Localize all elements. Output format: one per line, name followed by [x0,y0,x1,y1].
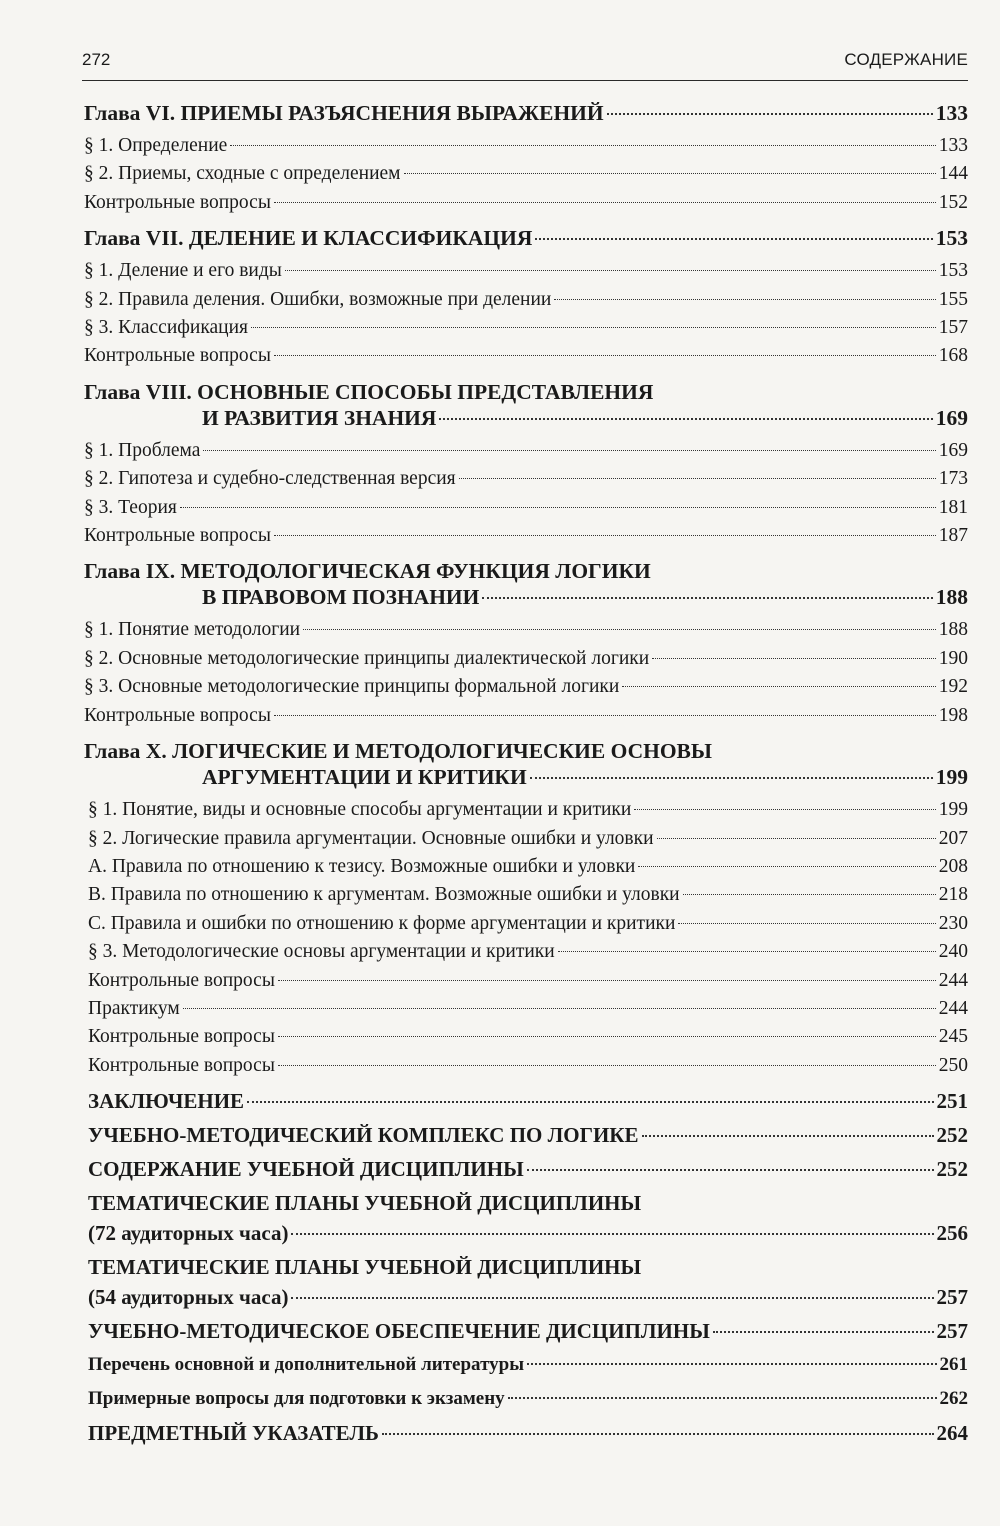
toc-entry-title: Глава X. ЛОГИЧЕСКИЕ И МЕТОДОЛОГИЧЕСКИЕ ОСНОВЫ [84,739,713,764]
dot-leader [527,1363,936,1365]
toc-entry-title: ТЕМАТИЧЕСКИЕ ПЛАНЫ УЧЕБНОЙ ДИСЦИПЛИНЫ [88,1255,642,1280]
toc-entry-page: 256 [936,1221,968,1246]
toc-entry-page: 218 [938,884,968,906]
toc-chapter-9-line2[interactable] [84,584,968,610]
toc-item[interactable] [84,1023,968,1051]
dot-leader [291,1297,933,1299]
toc-item[interactable] [84,796,968,824]
toc-entry-page: 168 [938,345,968,367]
toc-entry-page: 133 [938,135,968,156]
toc-methodical-complex[interactable] [84,1122,968,1148]
toc-entry-title: УЧЕБНО-МЕТОДИЧЕСКИЙ КОМПЛЕКС ПО ЛОГИКЕ [88,1123,639,1148]
toc-item[interactable] [84,1052,968,1080]
toc-entry-title: Глава VIII. ОСНОВНЫЕ СПОСОБЫ ПРЕДСТАВЛЕНИЯ [84,379,654,404]
toc-item[interactable] [84,132,968,160]
toc-item[interactable] [84,189,968,217]
toc-entry-page: 240 [938,941,968,963]
toc-entry-page: 152 [938,191,968,213]
toc-entry-page: 190 [938,647,968,669]
toc-entry-page: 264 [936,1421,968,1446]
toc-entry-title: § 1. Понятие методологии [84,619,301,641]
toc-entry-page: 155 [938,288,968,310]
toc-entry-title: А. Правила по отношению к тезису. Возможные ошибки и уловки [88,855,636,877]
dot-leader [285,270,936,271]
dot-leader [535,238,932,240]
toc-entry-page: 208 [938,855,968,877]
toc-chapter-6[interactable] [84,100,968,126]
toc-entry-title: § 2. Основные методологические принципы диалектической логики [84,647,650,669]
toc-chapter-7[interactable] [84,225,968,251]
toc-item[interactable] [84,853,968,881]
toc-entry-title: УЧЕБНО-МЕТОДИЧЕСКОЕ ОБЕСПЕЧЕНИЕ ДИСЦИПЛИНЫ [88,1319,710,1344]
toc-course-content[interactable] [84,1156,968,1182]
toc-item[interactable] [84,257,968,285]
toc-entry-page: 261 [939,1354,968,1376]
dot-leader [274,202,936,203]
running-header [82,46,968,81]
toc-exam-questions[interactable] [84,1386,968,1412]
toc-plans-72-line1[interactable] [84,1190,968,1216]
toc-entry-title: Контрольные вопросы [84,345,271,367]
table-of-contents [84,100,968,1450]
page-number: 272 [82,50,111,69]
toc-entry-title: § 1. Проблема [84,439,201,461]
toc-item[interactable] [84,616,968,644]
toc-entry-title: В. Правила по отношению к аргументам. Возможные ошибки и уловки [88,884,680,906]
toc-entry-page: 207 [938,827,968,849]
toc-entry-title: Контрольные вопросы [84,704,271,726]
toc-item[interactable] [84,160,968,188]
dot-leader [247,1101,933,1103]
dot-leader [634,809,935,810]
dot-leader [291,1233,933,1235]
toc-entry-page: 251 [936,1089,968,1114]
toc-entry-page: 188 [938,619,968,641]
dot-leader [303,629,936,630]
toc-entry-title: С. Правила и ошибки по отношению к форме аргументации и критики [88,912,676,934]
dot-leader [274,355,936,356]
toc-entry-page: 262 [939,1388,968,1410]
toc-item[interactable] [84,881,968,909]
dot-leader [607,113,933,115]
toc-entry-page: 169 [938,439,968,461]
toc-entry-page: 250 [938,1054,968,1076]
toc-entry-title: Контрольные вопросы [88,1026,275,1048]
dot-leader [404,173,936,174]
toc-entry-title: Практикум [88,997,180,1019]
toc-entry-page: 244 [938,969,968,991]
dot-leader [183,1008,936,1009]
dot-leader [678,923,935,924]
toc-entry-title: § 1. Понятие, виды и основные способы аргументации и критики [88,799,632,821]
toc-entry-page: 173 [938,468,968,490]
toc-entry-page: 187 [938,525,968,547]
toc-methodical-support[interactable] [84,1318,968,1344]
toc-subject-index[interactable] [84,1420,968,1446]
toc-item[interactable] [84,825,968,853]
toc-entry-title: (54 аудиторных часа) [88,1285,289,1310]
toc-entry-page: 199 [938,799,968,821]
toc-chapter-10-line2[interactable] [84,764,968,790]
dot-leader [439,418,932,420]
toc-plans-54-line2[interactable] [84,1284,968,1310]
toc-item[interactable] [84,910,968,938]
toc-entry-title: Контрольные вопросы [88,1054,275,1076]
toc-entry-title: § 3. Методологические основы аргументации и критики [88,941,555,963]
toc-entry-title: § 3. Основные методологические принципы формальной логики [84,676,620,698]
toc-entry-page: 230 [938,912,968,934]
dot-leader [530,777,933,779]
dot-leader [713,1331,934,1333]
toc-chapter-8-line2[interactable] [84,405,968,431]
dot-leader [382,1433,934,1435]
dot-leader [683,894,936,895]
toc-chapter-9-line1[interactable] [84,558,968,584]
dot-leader [180,507,936,508]
toc-entry-page: 252 [936,1157,968,1182]
toc-plans-72-line2[interactable] [84,1220,968,1246]
toc-item[interactable] [84,967,968,995]
toc-entry-page: 169 [935,405,968,430]
dot-leader [622,686,935,687]
toc-entry-page: 157 [938,317,968,339]
toc-entry-title: § 2. Правила деления. Ошибки, возможные при делении [84,288,552,310]
toc-entry-title: § 2. Приемы, сходные с определением [84,163,401,185]
toc-entry-title: § 2. Логические правила аргументации. Основные ошибки и уловки [88,827,654,849]
toc-entry-title: § 1. Определение [84,135,228,156]
toc-entry-page: 257 [936,1285,968,1310]
toc-entry-title: Глава VI. ПРИЕМЫ РАЗЪЯСНЕНИЯ ВЫРАЖЕНИЙ [84,101,604,125]
toc-entry-title: ПРЕДМЕТНЫЙ УКАЗАТЕЛЬ [88,1421,379,1446]
toc-item[interactable] [84,995,968,1023]
toc-entry-title: Контрольные вопросы [88,969,275,991]
toc-entry-title: Глава IX. МЕТОДОЛОГИЧЕСКАЯ ФУНКЦИЯ ЛОГИКИ [84,559,651,584]
dot-leader [278,1065,936,1066]
toc-entry-page: 198 [938,704,968,726]
toc-entry-page: 244 [938,997,968,1019]
toc-entry-page: 257 [936,1319,968,1344]
dot-leader [657,838,936,839]
toc-entry-title: (72 аудиторных часа) [88,1221,289,1246]
dot-leader [278,980,936,981]
toc-entry-page: 181 [938,496,968,518]
toc-entry-page: 188 [935,585,968,610]
toc-entry-title: Примерные вопросы для подготовки к экзамену [88,1388,505,1410]
dot-leader [482,597,932,599]
dot-leader [278,1036,936,1037]
toc-entry-page: 133 [935,101,968,125]
toc-entry-page: 144 [938,163,968,185]
toc-entry-page: 252 [936,1123,968,1148]
dot-leader [274,715,936,716]
dot-leader [638,866,935,867]
toc-literature[interactable] [84,1352,968,1378]
dot-leader [508,1397,937,1399]
dot-leader [459,478,936,479]
dot-leader [230,145,935,146]
dot-leader [554,299,935,300]
toc-entry-title: § 1. Деление и его виды [84,260,282,282]
toc-item[interactable] [84,673,968,701]
toc-item[interactable] [84,494,968,522]
dot-leader [274,535,936,536]
toc-item[interactable] [84,437,968,465]
toc-item[interactable] [84,286,968,314]
toc-entry-page: 245 [938,1026,968,1048]
toc-entry-title: СОДЕРЖАНИЕ УЧЕБНОЙ ДИСЦИПЛИНЫ [88,1157,524,1182]
dot-leader [558,951,936,952]
toc-entry-title: ЗАКЛЮЧЕНИЕ [88,1089,245,1114]
toc-entry-title: Глава VII. ДЕЛЕНИЕ И КЛАССИФИКАЦИЯ [84,226,533,251]
dot-leader [251,327,936,328]
toc-entry-page: 153 [938,260,968,282]
dot-leader [642,1135,934,1137]
toc-entry-page: 192 [938,676,968,698]
toc-plans-54-line1[interactable] [84,1254,968,1280]
toc-conclusion[interactable] [84,1088,968,1114]
toc-item[interactable] [84,342,968,370]
toc-entry-title: АРГУМЕНТАЦИИ И КРИТИКИ [202,765,527,790]
toc-entry-page: 153 [935,226,968,251]
toc-entry-title: Перечень основной и дополнительной литературы [88,1354,525,1376]
dot-leader [652,658,936,659]
toc-chapter-10-line1[interactable] [84,738,968,764]
toc-item[interactable] [84,645,968,673]
toc-entry-title: Контрольные вопросы [84,191,271,213]
toc-item[interactable] [84,522,968,550]
toc-entry-title: ТЕМАТИЧЕСКИЕ ПЛАНЫ УЧЕБНОЙ ДИСЦИПЛИНЫ [88,1191,642,1216]
toc-item[interactable] [84,702,968,730]
section-title: СОДЕРЖАНИЕ [844,50,968,69]
dot-leader [527,1169,934,1171]
toc-item[interactable] [84,314,968,342]
toc-item[interactable] [84,465,968,493]
toc-entry-title: § 2. Гипотеза и судебно-следственная версия [84,468,456,490]
toc-entry-page: 199 [935,765,968,790]
toc-item[interactable] [84,938,968,966]
toc-entry-title: И РАЗВИТИЯ ЗНАНИЯ [202,405,437,430]
toc-entry-title: § 3. Теория [84,496,177,518]
dot-leader [203,450,935,451]
toc-entry-title: В ПРАВОВОМ ПОЗНАНИИ [202,585,480,610]
toc-entry-title: Контрольные вопросы [84,525,271,547]
toc-chapter-8-line1[interactable] [84,379,968,405]
toc-entry-title: § 3. Классификация [84,317,249,339]
